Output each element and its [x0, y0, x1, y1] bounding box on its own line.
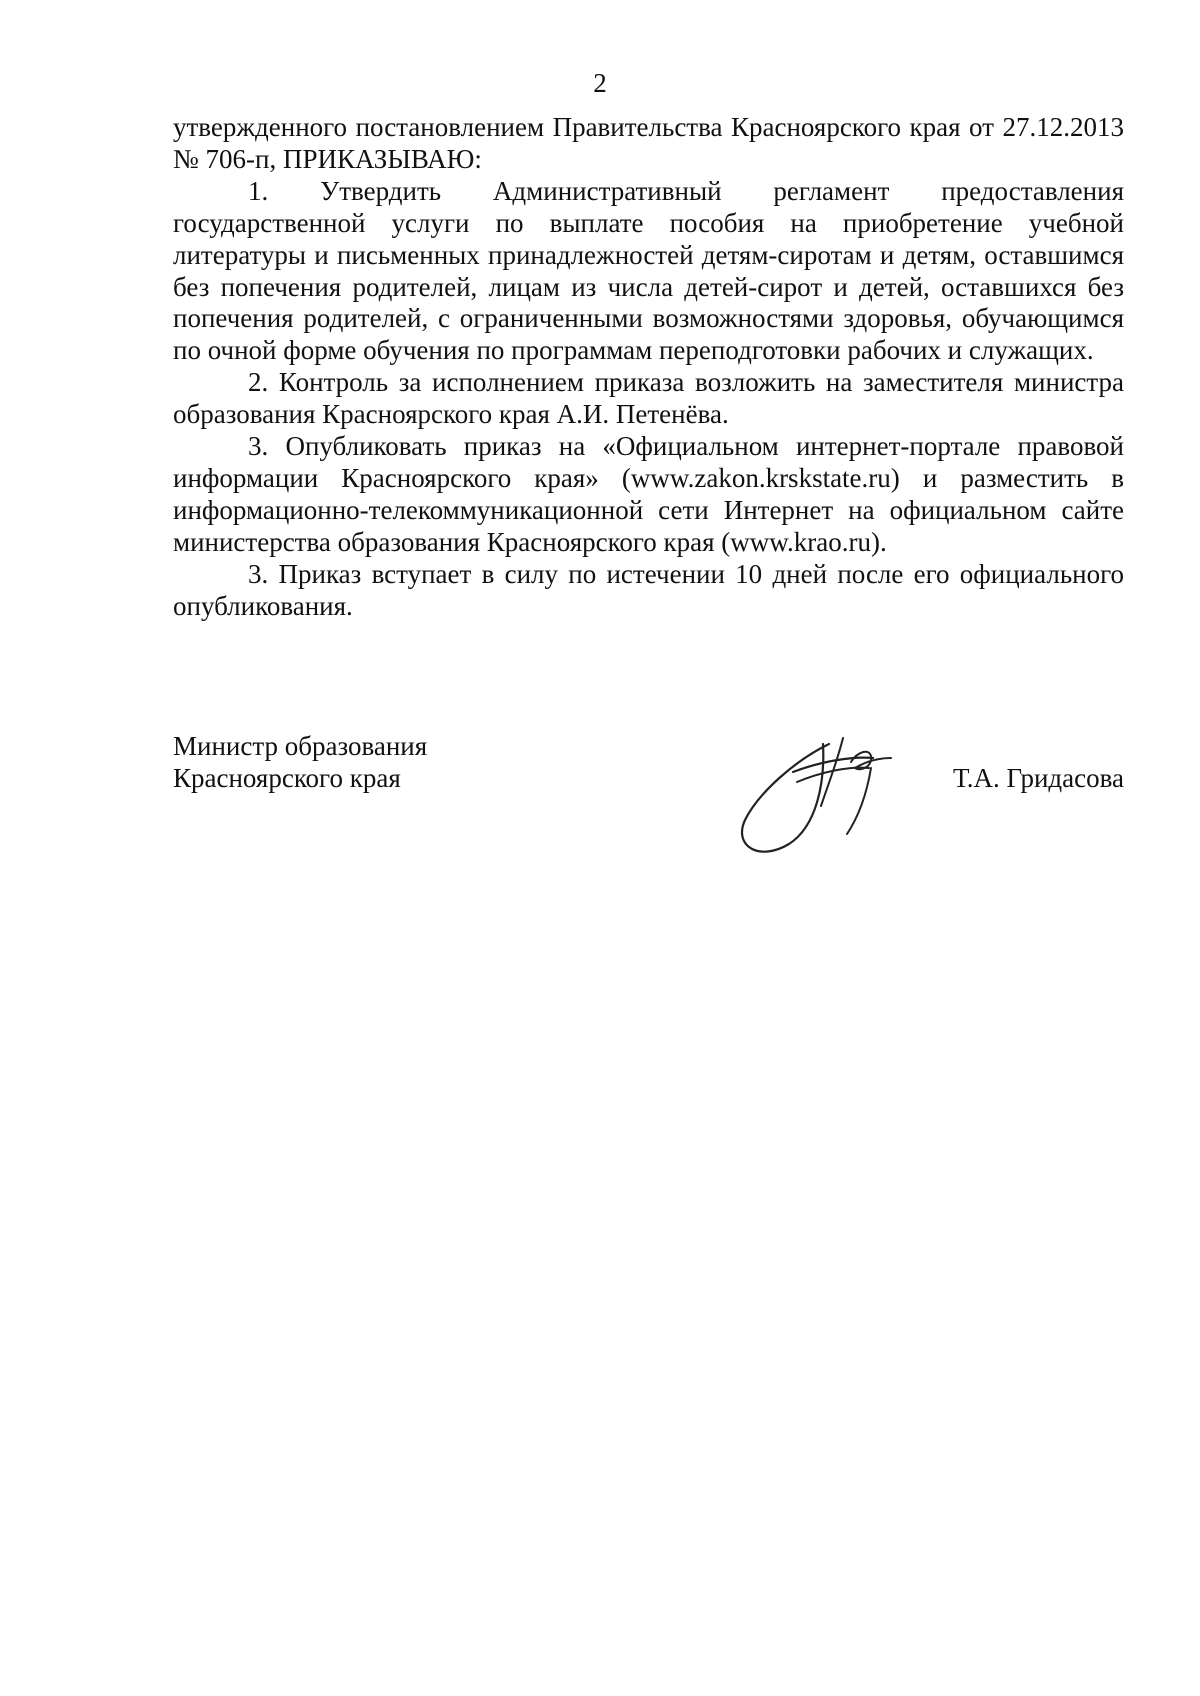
handwritten-signature-icon	[701, 722, 901, 872]
document-body	[173, 112, 1124, 623]
item-1-paragraph: 1. Утвердить Административный регламент предоставления государственной услуги по выплате пособия на приобретение учебной литературы и письменных принадлежностей детям-сиротам и детям, оставшимся без попечения родителей, лицам из числа детей-сирот и детей, оставшихся без попечения родителей, с ограниченными возможностями здоровья, обучающимся по очной форме обучения по программам переподготовки рабочих и служащих.	[173, 175, 1124, 366]
item-3-paragraph: 3. Опубликовать приказ на «Официальном интернет-портале правовой информации Красноярского края» (www.zakon.krskstate.ru) и разместить в информационно-телекоммуникационной сети Интернет на официальном сайте министерства образования Красноярского края (www.krao.ru).	[173, 431, 1124, 557]
signature-block	[173, 730, 1124, 870]
item-3b-paragraph: 3. Приказ вступает в силу по истечении 10 дней после его официального опубликования.	[173, 558, 1124, 621]
item-2-paragraph: 2. Контроль за исполнением приказа возложить на заместителя министра образования Красноярского края А.И. Петенёва.	[173, 367, 1124, 430]
intro-paragraph: утвержденного постановлением Правительства Красноярского края от 27.12.2013 № 706-п, ПРИКАЗЫВАЮ:	[173, 112, 1124, 174]
signer-position-line2: Красноярского края	[173, 763, 401, 793]
signer-position-line1: Министр образования	[173, 731, 428, 761]
signer-name: Т.А. Гридасова	[953, 763, 1124, 793]
page-number: 2	[593, 68, 607, 98]
signer-position	[173, 730, 427, 794]
